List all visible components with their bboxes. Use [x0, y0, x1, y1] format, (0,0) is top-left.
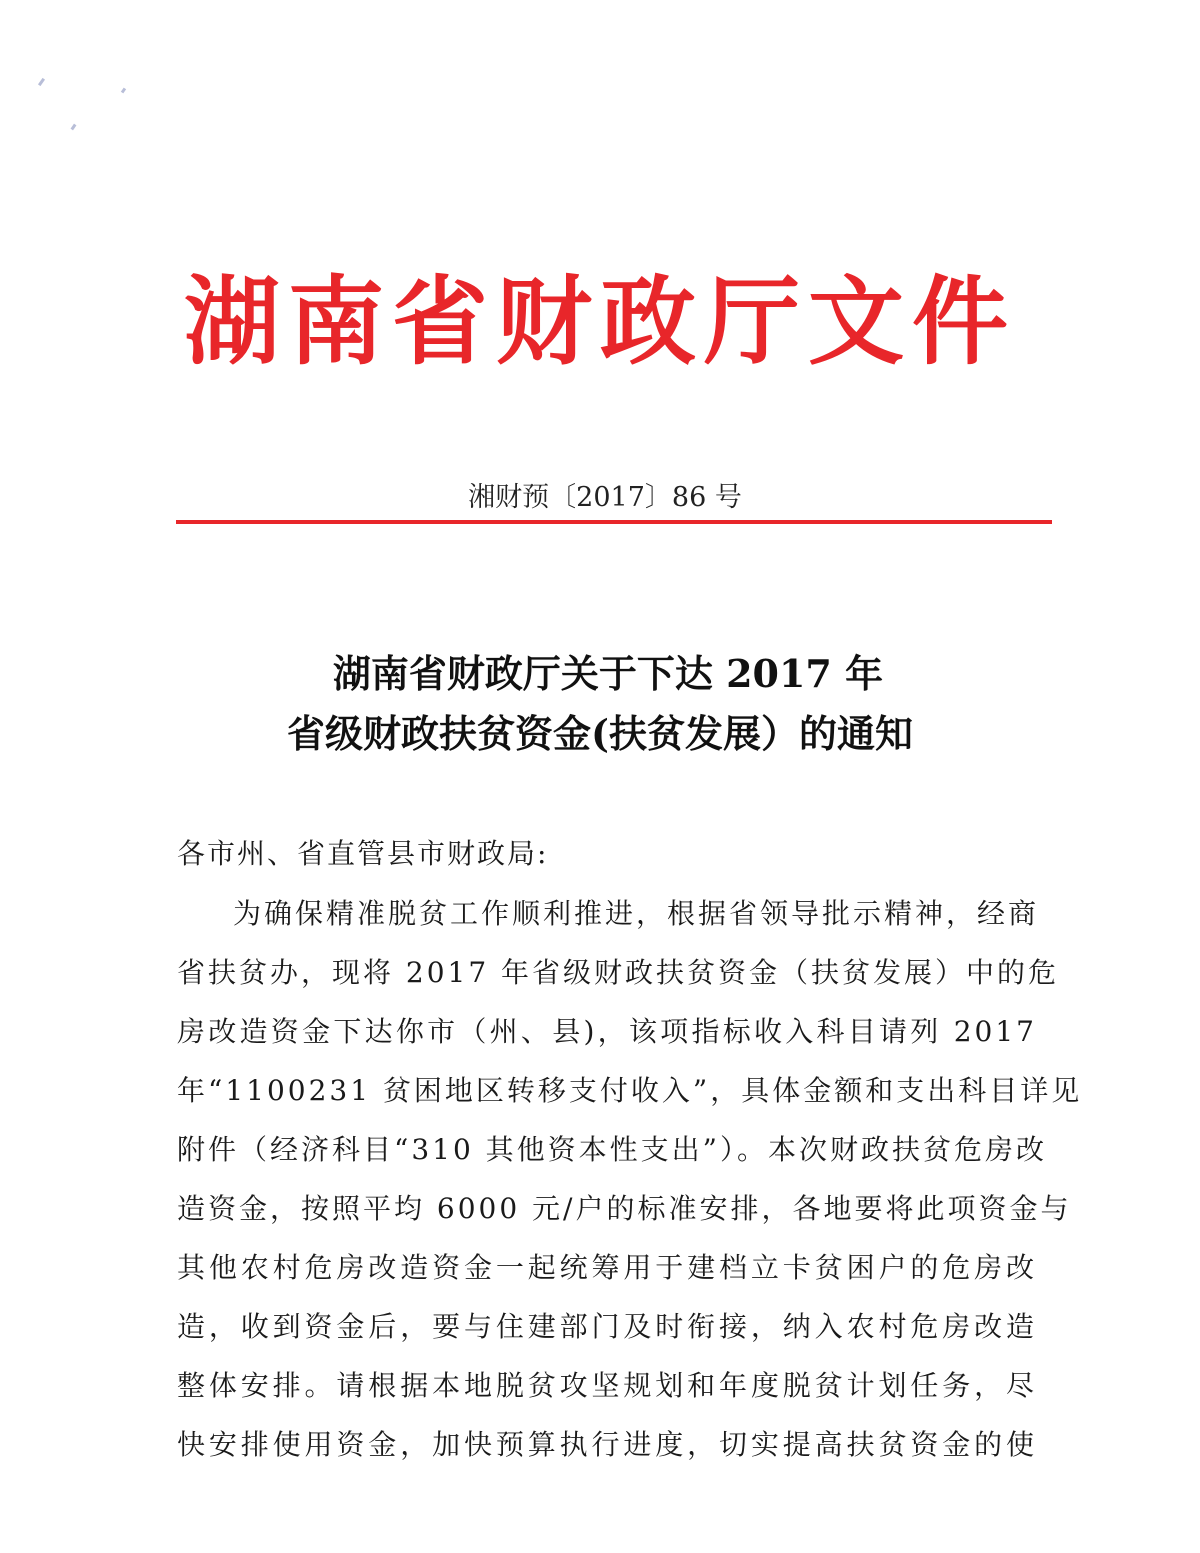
body-line: 省扶贫办，现将 2017 年省级财政扶贫资金（扶贫发展）中的危	[177, 956, 1060, 989]
scan-speck	[71, 124, 77, 131]
agency-header-title: 湖南省财政厅文件	[184, 265, 1016, 378]
body-line: 快安排使用资金，加快预算执行进度，切实提高扶贫资金的使	[177, 1428, 1037, 1461]
notice-title-line-1: 湖南省财政厅关于下达 2017 年	[332, 651, 884, 696]
scan-speck	[121, 88, 126, 94]
addressee: 各市州、省直管县市财政局:	[177, 837, 549, 870]
body-line: 为确保精准脱贫工作顺利推进，根据省领导批示精神，经商	[233, 897, 1040, 930]
body-line: 整体安排。请根据本地脱贫攻坚规划和年度脱贫计划任务，尽	[177, 1369, 1037, 1402]
body-line: 其他农村危房改造资金一起统筹用于建档立卡贫困户的危房改	[177, 1251, 1037, 1284]
body-line: 造，收到资金后，要与住建部门及时衔接，纳入农村危房改造	[177, 1310, 1037, 1343]
scan-speck	[38, 78, 45, 86]
body-line: 房改造资金下达你市（州、县)，该项指标收入科目请列 2017	[177, 1015, 1037, 1048]
body-line: 年“1100231 贫困地区转移支付收入”，具体金额和支出科目详见	[177, 1074, 1083, 1107]
body-line: 造资金，按照平均 6000 元/户的标准安排，各地要将此项资金与	[177, 1192, 1072, 1225]
header-divider	[176, 520, 1052, 524]
body-line: 附件（经济科目“310 其他资本性支出”）。本次财政扶贫危房改	[177, 1133, 1047, 1166]
document-number: 湘财预〔2017〕86 号	[468, 482, 742, 513]
notice-title-line-2: 省级财政扶贫资金(扶贫发展）的通知	[287, 711, 913, 756]
